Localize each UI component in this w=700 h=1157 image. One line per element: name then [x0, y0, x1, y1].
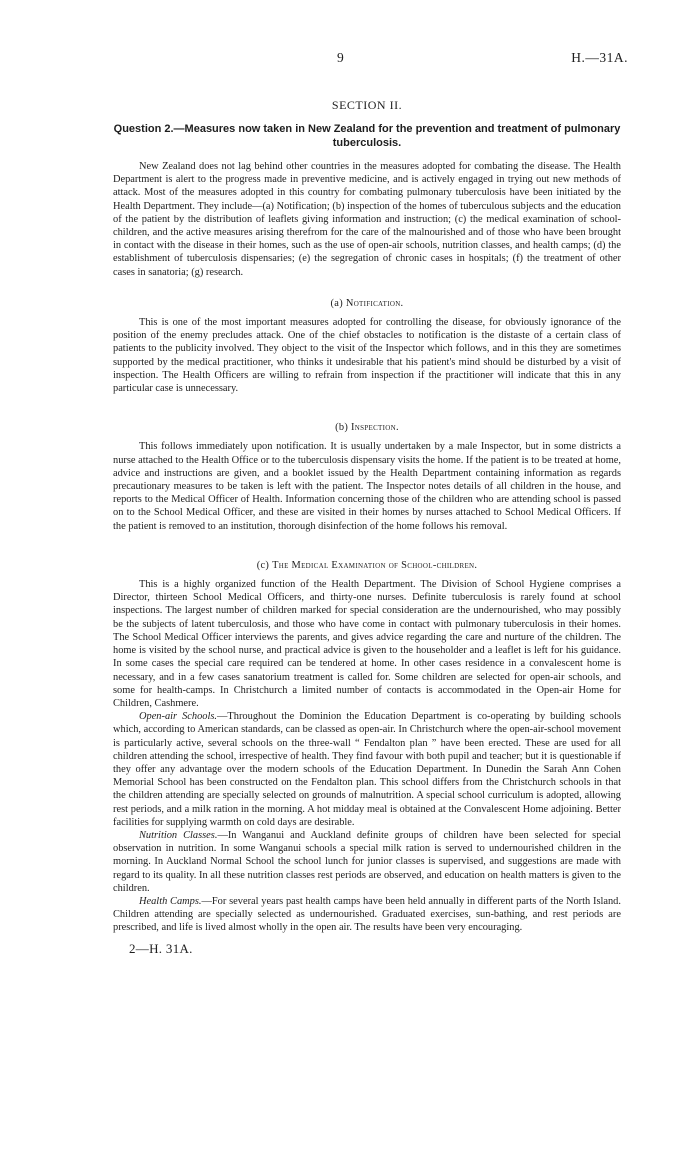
subheading-medical-examination	[113, 559, 621, 572]
section-title: SECTION II.	[331, 98, 403, 112]
page-number: 9	[337, 50, 344, 65]
open-air-schools-lead: Open-air Schools.	[139, 711, 218, 723]
page-content	[113, 98, 621, 957]
subheading-title: Inspection.	[351, 422, 399, 434]
health-camps-paragraph	[113, 895, 621, 935]
medical-exam-paragraph: This is a highly organized function of the Health Department. The Division of School Hygiene comprises a Director, thirteen School Medical Officers, and thirty-one nurses. Definite tuberculosis is rarely found at school inspections. The largest number of children marked for special consideration are the undernourished, who may possibly be the subjects of latent tuberculosis, and those who have come in contact with pulmonary tuberculosis in their homes. The School Medical Officer interviews the parents, and gives advice regarding the care and nurture of the children. The home is visited by the school nurse, and practical advice is given to the householder and a leaflet is left for his guidance. In some cases the special care required can be tendered at home. In other cases residence in a convalescent home is necessary, and in a few cases sanatorium treatment is called for. Some children are selected for open-air schools, and some for health-camps. In Christchurch a limited number of contacts is accommodated in the Open-air Home for Children, Cashmere.	[113, 579, 621, 709]
notification-paragraph: This is one of the most important measures adopted for controlling the disease, for obviously ignorance of the position of the enemy precludes attack. One of the chief obstacles to notification is the distaste of a certain class of patients to the publicity involved. They object to the visit of the Inspector which follows, and in this they are sometimes supported by the medical practitioner, who thinks it undesirable that his patient's mind should be disturbed by a visit of inspection. The Health Officers are willing to refrain from inspection if the practitioner will indicate that this in any particular case is unnecessary.	[113, 317, 621, 395]
subheading-label: (b)	[335, 422, 352, 434]
document-reference: H.—31A.	[571, 50, 628, 65]
subheading-label: (c)	[256, 559, 273, 571]
subheading-label: (a)	[330, 297, 346, 309]
intro-paragraph: New Zealand does not lag behind other countries in the measures adopted for combating the disease. The Health Department is alert to the progress made in preventive medicine, and is actively engaged in trying out new methods of attack. Most of the measures adopted in this country for combating pulmonary tuberculosis have been initiated by the Health Department. They include—(a) Notification; (b) inspection of the homes of tuberculous subjects and the education of the patient by the distribution of leaflets giving information and instruction; (c) the medical examination of school-children, and the active measures arising therefrom for the care of the malnourished and of those who have been brought in contact with the disease in their homes, such as the use of open-air schools, nutrition classes, and health camps; (d) the establishment of tuberculosis dispensaries; (e) the segregation of chronic cases in hospitals; (f) the treatment of other cases in sanatoria; (g) research.	[113, 161, 621, 278]
nutrition-classes-text: —In Wanganui and Auckland definite groups of children have been selected for special observation in nutrition. In some Wanganui schools a special milk ration is served to undernourished children in the morning. In Auckland Normal School the school lunch for junior classes is supervised, and suggestions are made with regard to its quality. In all these nutrition classes rest periods are observed, and education on health matters is given to the children.	[113, 829, 622, 894]
open-air-schools-text: —Throughout the Dominion the Education Department is co-operating by building schools which, according to American standards, can be classed as open-air. In Christchurch where the open-air-school movement is particularly active, several schools on the three-wall “ Fendalton plan ” have been erected. These are used for all children attending the school, irrespective of health. They find favour with both pupil and teacher; but it is questionable if they offer any advantage over the modern schools of the Education Department. In Dunedin the Sarah Ann Cohen Memorial School has been constructed on the Fendalton plan. This school differs from the Christchurch schools in that the children attending are specially selected on grounds of malnutrition. A special school curriculum is adopted, allowing rest periods, and a milk ration in the morning. A hot midday meal is obtained at the Convalescent Home adjoining. Better facilities for supplying warmth on cold days are desirable.	[113, 711, 621, 828]
page-header	[0, 50, 700, 70]
nutrition-classes-lead: Nutrition Classes.	[139, 829, 218, 841]
subheading-notification	[113, 297, 621, 310]
question-title: Question 2.—Measures now taken in New Zealand for the prevention and treatment of pulmonary tuberculosis.	[113, 123, 621, 149]
inspection-paragraph: This follows immediately upon notification. It is usually undertaken by a male Inspector, but in some districts a nurse attached to the Health Office or to the tuberculosis dispensary visits the home. If the patient is to be treated at home, advice and instructions are given, and a booklet issued by the Health Department containing information as regards precautionary measures to be taken is left with the patient. The Inspector notes details of all children in the house, and reports to the Medical Officer of Health. Information concerning those of the children who are attending school is passed on to the School Medical Officer, and these are visited in their homes by nurses attached to School Medical Officers. If the patient is removed to an institution, thorough disinfection of the home follows his removal.	[113, 441, 621, 532]
health-camps-lead: Health Camps.	[139, 895, 202, 907]
subheading-inspection	[113, 421, 621, 434]
subheading-title: Notification.	[345, 297, 404, 309]
open-air-schools-paragraph	[113, 710, 621, 829]
subheading-title: The Medical Examination of School-children.	[272, 559, 478, 571]
footer-reference: 2—H. 31A.	[129, 940, 193, 956]
nutrition-classes-paragraph	[113, 829, 621, 895]
health-camps-text: —For several years past health camps have been held annually in different parts of the North Island. Children attending are specially selected as undernourished. Graduated exercises, sun-bathing, and rest periods are prescribed, and life is lived almost wholly in the open air. The results have been very encouraging.	[113, 895, 621, 934]
